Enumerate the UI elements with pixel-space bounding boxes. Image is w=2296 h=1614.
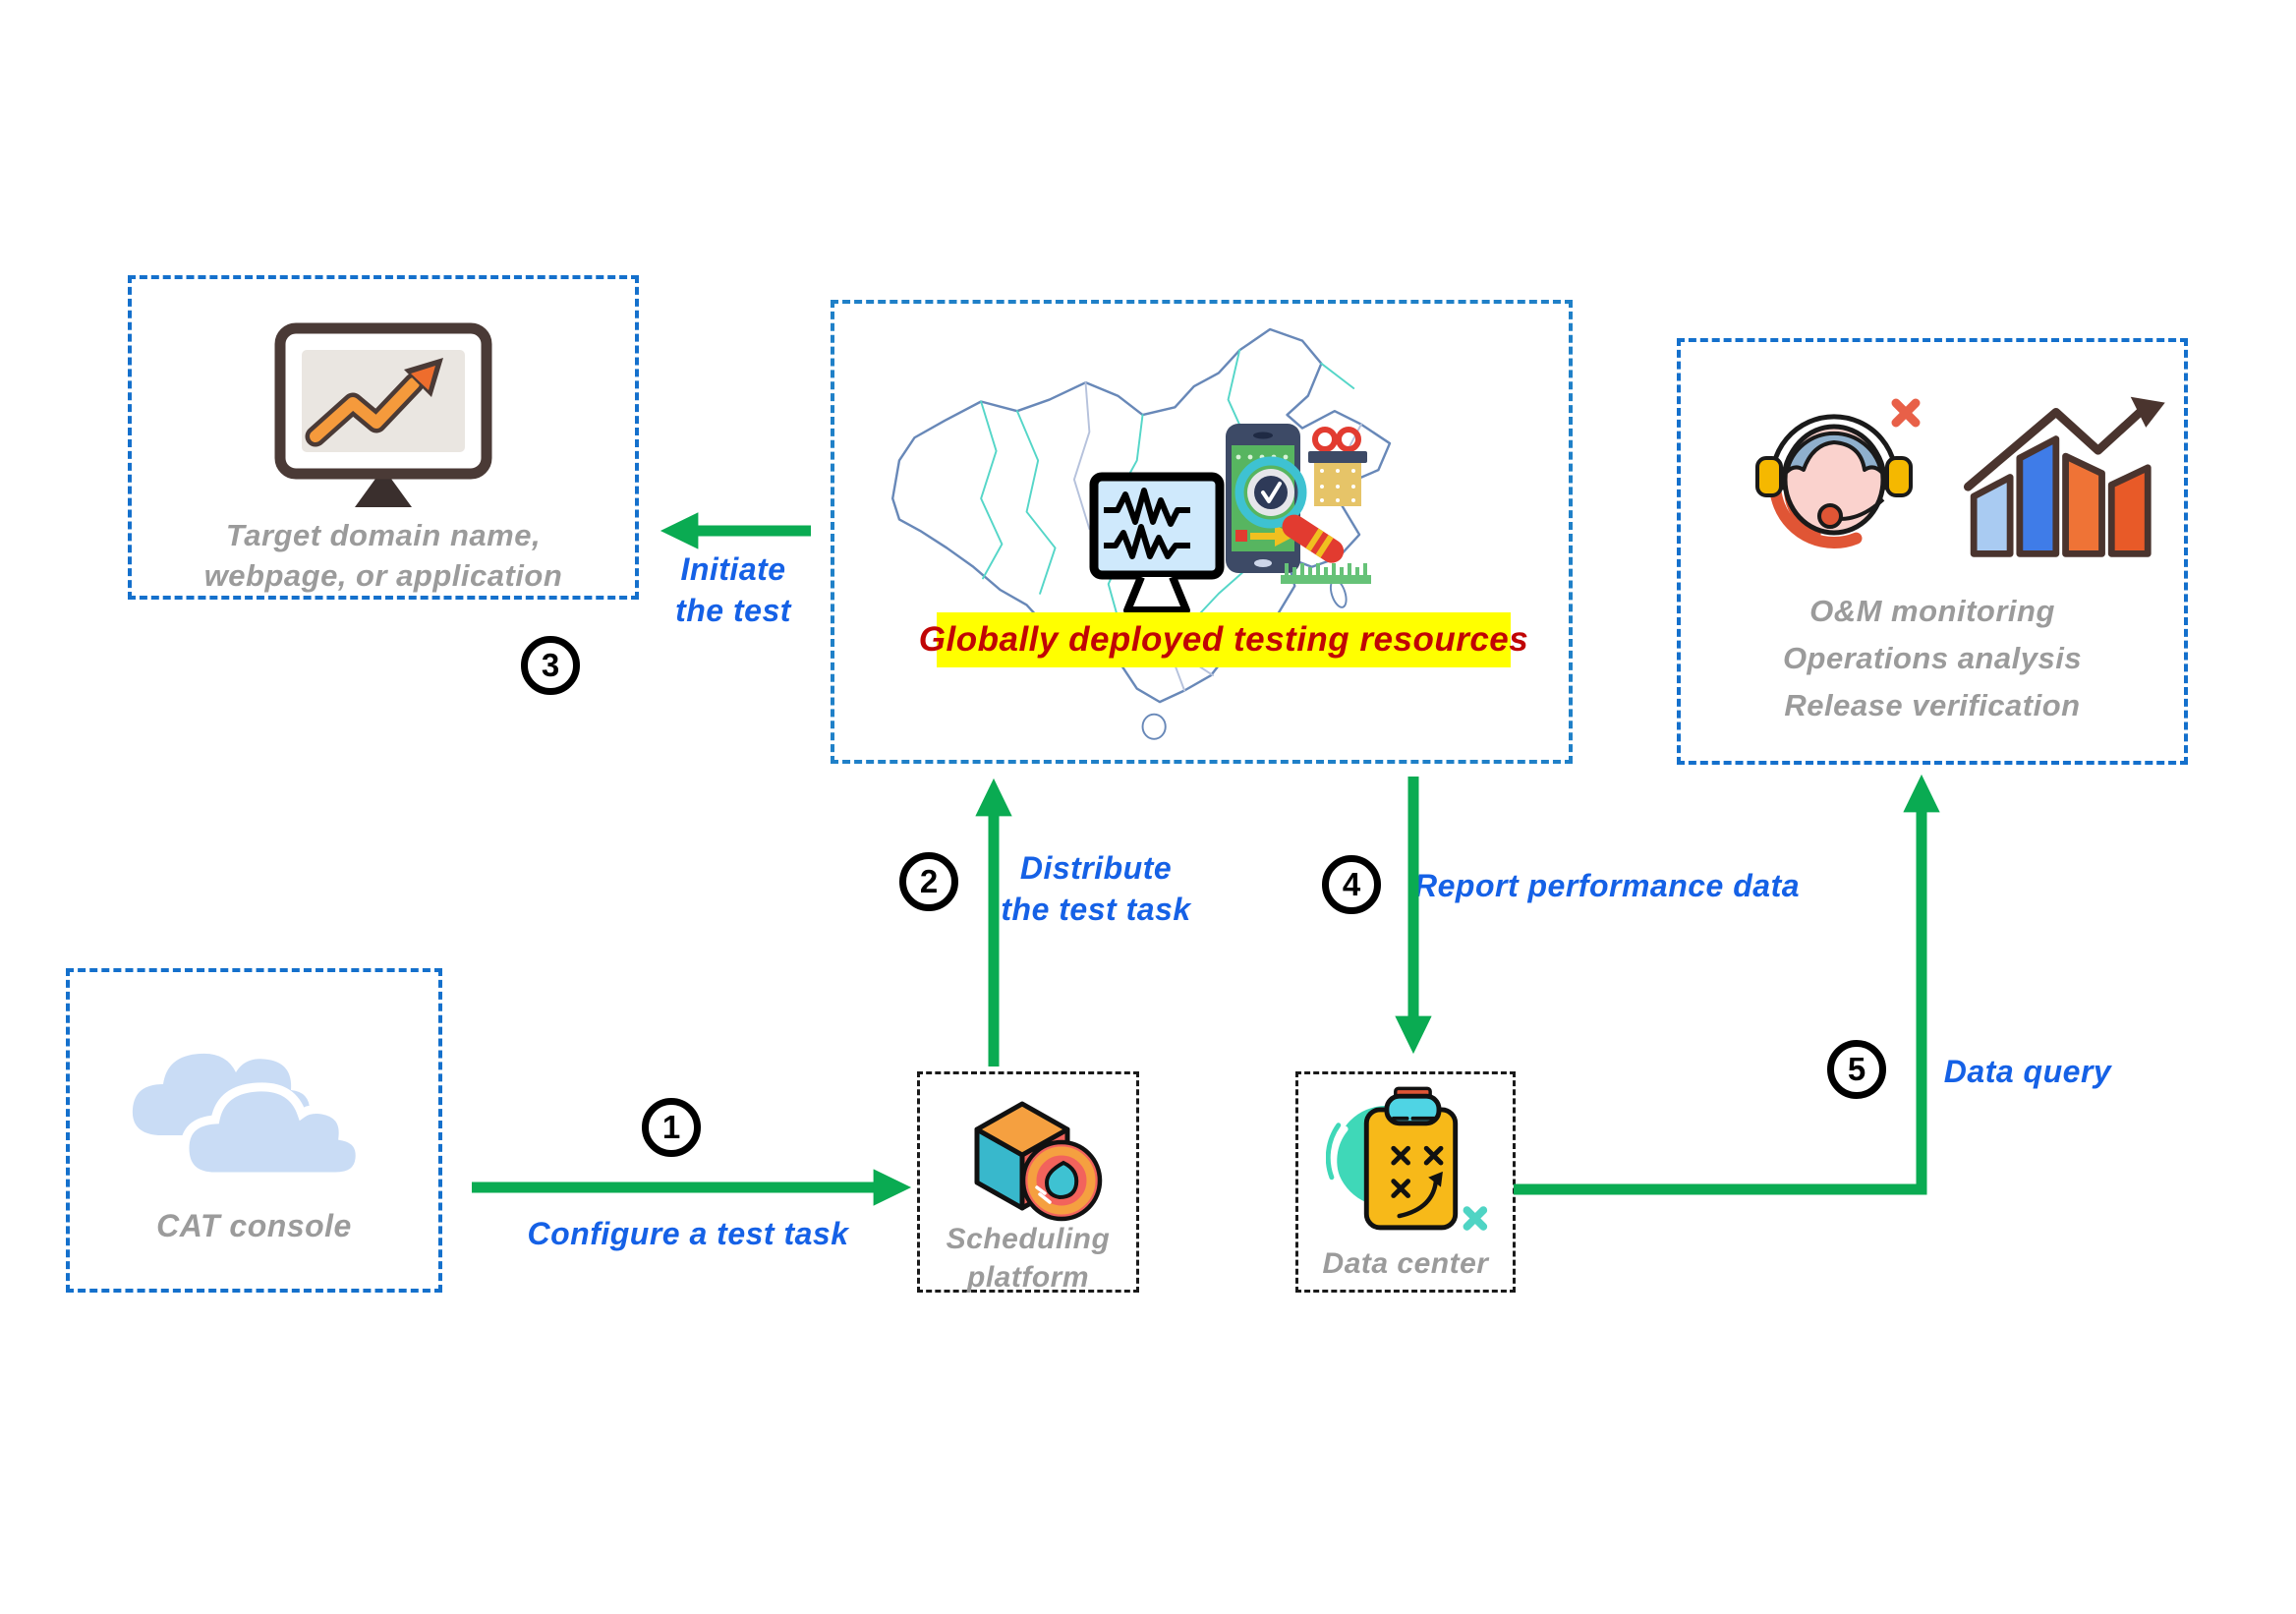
label-configure-text: Configure a test task [527, 1216, 849, 1251]
step-circle-1 [642, 1098, 701, 1157]
om-label-line2: Operations analysis [1782, 641, 2083, 675]
target-box-label-line2: webpage, or application [203, 558, 563, 593]
label-initiate-line2: the test [675, 593, 791, 628]
step-circle-4 [1322, 855, 1381, 914]
cube-target-icon [949, 1090, 1107, 1228]
label-data-query [1915, 1051, 2141, 1092]
label-report-performance-data [1396, 865, 1818, 906]
label-distribute-test-task [988, 847, 1204, 930]
target-box-label-line1: Target domain name, [225, 518, 542, 552]
scheduling-label-line1: Scheduling [946, 1223, 1111, 1255]
label-configure-test-task [472, 1213, 904, 1254]
label-data-query-text: Data query [1943, 1054, 2112, 1089]
step-3-number: 3 [541, 647, 560, 683]
cat-console-box [66, 968, 442, 1293]
scheduling-platform-label [920, 1220, 1136, 1297]
label-report-text: Report performance data [1413, 868, 1801, 903]
label-initiate-line1: Initiate [680, 551, 786, 587]
scheduling-label-line2: platform [967, 1261, 1089, 1294]
scheduling-platform-box [917, 1071, 1139, 1293]
support-agent-headset-icon [1736, 374, 1932, 570]
step-circle-2 [899, 852, 958, 911]
monitor-waveform-icon [1094, 477, 1220, 610]
om-label-line3: Release verification [1784, 688, 2081, 722]
step-1-number: 1 [661, 1109, 681, 1145]
data-center-box [1295, 1071, 1516, 1293]
phone-inspection-icon [1226, 424, 1302, 573]
gift-box-icon [1308, 430, 1367, 506]
clipboard-strategy-icon [1326, 1082, 1495, 1247]
step-4-number: 4 [1342, 866, 1361, 902]
label-distribute-line2: the test task [1001, 892, 1191, 927]
cat-console-label-text: CAT console [156, 1208, 352, 1243]
om-box [1677, 338, 2188, 765]
om-box-label [1681, 588, 2184, 729]
bar-chart-growth-icon [1962, 389, 2173, 566]
data-center-label-text: Data center [1322, 1247, 1489, 1280]
label-initiate-test [635, 548, 832, 631]
step-circle-3 [521, 636, 580, 695]
teal-x-icon [1466, 1210, 1483, 1227]
om-label-line1: O&M monitoring [1809, 594, 2055, 628]
step-2-number: 2 [919, 863, 939, 899]
monitor-trend-chart-icon [270, 318, 496, 515]
data-center-label [1298, 1243, 1513, 1284]
target-box [128, 275, 639, 600]
map-banner [918, 612, 1529, 667]
testing-resources-map-box [831, 300, 1573, 764]
target-box-label [132, 515, 635, 596]
clouds-icon [121, 1019, 388, 1186]
map-banner-text: Globally deployed testing resources [918, 620, 1529, 659]
step-5-number: 5 [1847, 1051, 1866, 1087]
testing-resources-icon-cluster [1088, 420, 1375, 628]
label-distribute-line1: Distribute [1019, 850, 1173, 886]
error-x-icon [1896, 403, 1916, 423]
cat-console-label [70, 1206, 438, 1246]
step-circle-5 [1827, 1040, 1886, 1099]
